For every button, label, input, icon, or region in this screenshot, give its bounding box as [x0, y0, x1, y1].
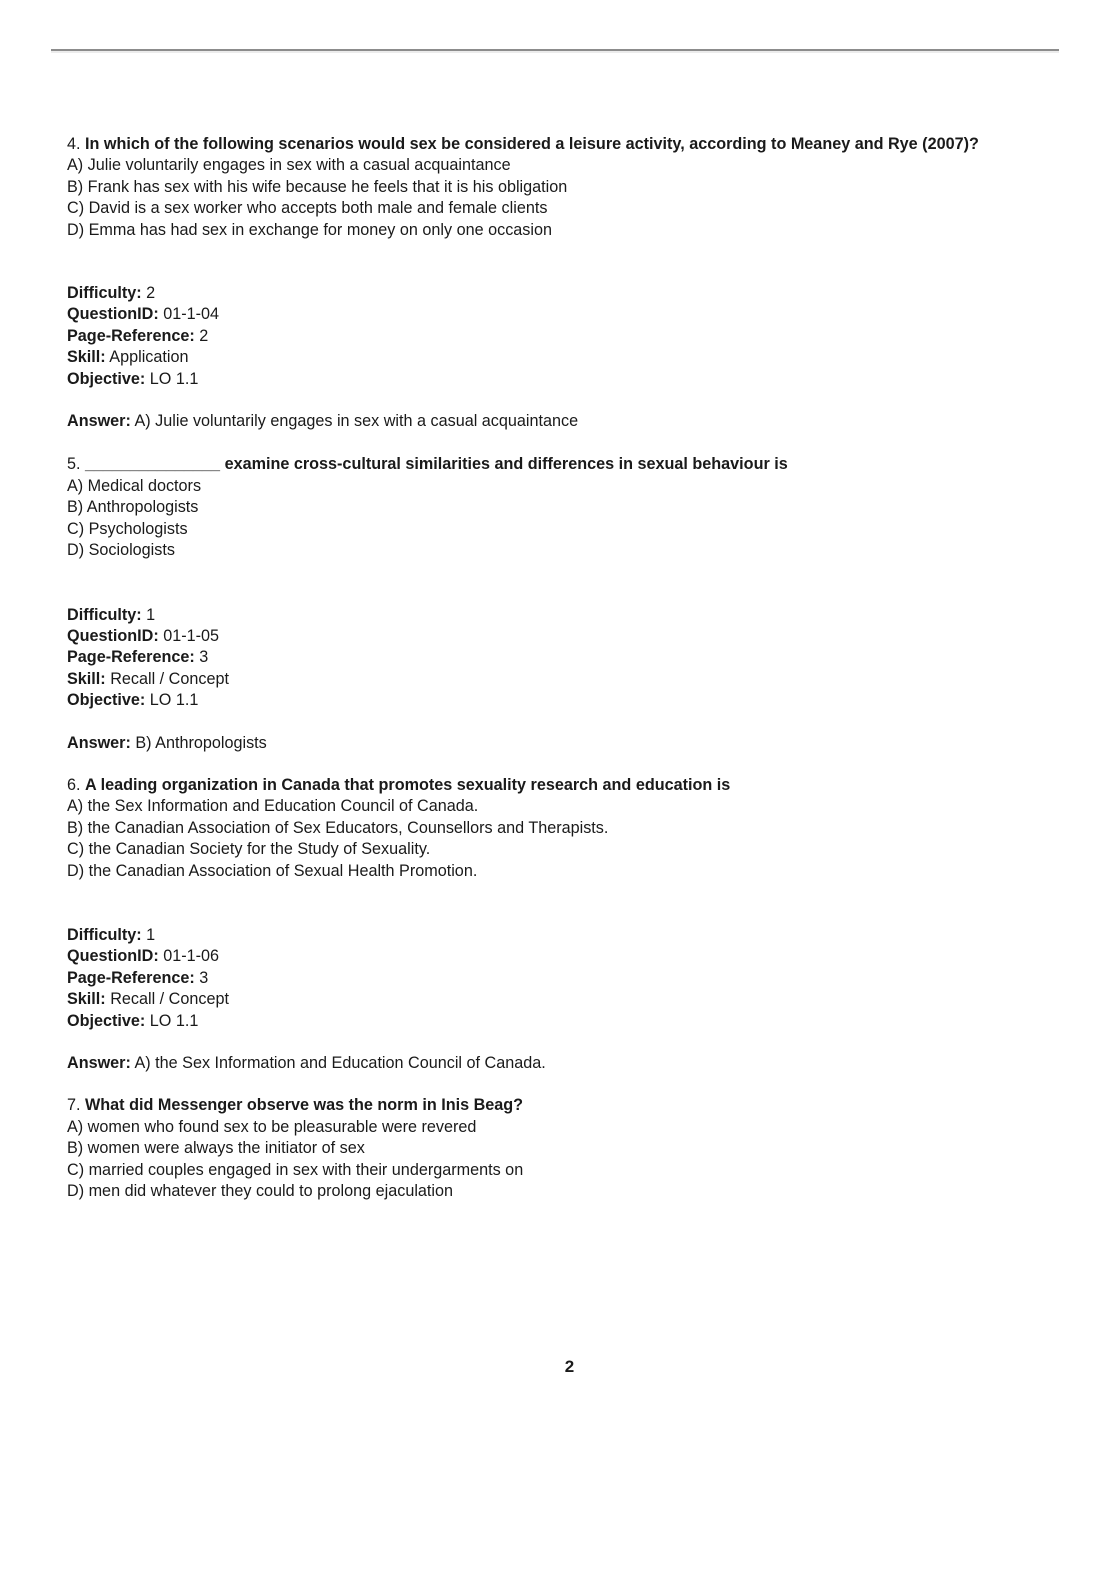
question-id-line: [67, 946, 1057, 967]
skill-line: [67, 669, 1057, 690]
question-6-metadata: [67, 925, 1057, 1032]
fill-in-blank: _______________: [85, 455, 221, 474]
question-id-line: [67, 304, 1057, 325]
answer-value: A) the Sex Information and Education Council of Canada.: [134, 1054, 546, 1072]
skill-value: Recall / Concept: [110, 669, 229, 688]
question-5-answer: [67, 733, 1057, 754]
option-a: A) the Sex Information and Education Council of Canada.: [67, 797, 479, 816]
difficulty-value: 1: [146, 925, 156, 944]
option-b: B) the Canadian Association of Sex Educators, Counsellors and Therapists.: [67, 818, 609, 837]
answer-value: A) Julie voluntarily engages in sex with a casual acquaintance: [134, 412, 579, 431]
question-5-metadata: [67, 605, 1057, 712]
objective-label: Objective:: [67, 1011, 146, 1030]
objective-line: [67, 369, 1057, 390]
question-id-label: QuestionID:: [67, 305, 159, 324]
option-d: D) Sociologists: [67, 541, 175, 560]
option-d: D) men did whatever they could to prolong ejaculation: [67, 1182, 454, 1201]
question-5: [67, 454, 1057, 561]
question-stem: [67, 454, 1057, 475]
option-a: A) Julie voluntarily engages in sex with a casual acquaintance: [67, 156, 511, 175]
question-number: 4.: [67, 135, 81, 153]
option-a: A) women who found sex to be pleasurable were revered: [67, 1117, 477, 1136]
skill-line: [67, 989, 1057, 1010]
difficulty-line: [67, 283, 1057, 304]
objective-line: [67, 1011, 1057, 1032]
question-7: [67, 1095, 1057, 1202]
question-number: 6.: [67, 775, 81, 794]
option-c: C) married couples engaged in sex with their undergarments on: [67, 1160, 524, 1179]
objective-value: LO 1.1: [149, 369, 199, 388]
question-id-label: QuestionID:: [67, 947, 159, 966]
page-reference-value: 3: [199, 648, 209, 667]
objective-label: Objective:: [67, 369, 146, 388]
question-text: What did Messenger observe was the norm in Inis Beag?: [85, 1096, 524, 1115]
question-6-answer: [67, 1053, 1057, 1074]
question-id-value: 01-1-06: [163, 947, 220, 966]
page-reference-label: Page-Reference:: [67, 648, 195, 667]
question-text: A leading organization in Canada that promotes sexuality research and education is: [85, 775, 731, 794]
question-text: examine cross-cultural similarities and differences in sexual behaviour is: [224, 455, 788, 474]
option-d: D) the Canadian Association of Sexual Health Promotion.: [67, 861, 478, 880]
option-b: B) Frank has sex with his wife because he feels that it is his obligation: [67, 177, 568, 196]
page-reference-line: [67, 647, 1057, 668]
option-c: C) David is a sex worker who accepts both male and female clients: [67, 199, 548, 218]
option-a: A) Medical doctors: [67, 476, 202, 495]
document-body: [67, 134, 1057, 1202]
header-rule: [51, 49, 1059, 53]
difficulty-label: Difficulty:: [67, 925, 142, 944]
question-6: [67, 775, 1057, 882]
question-stem: [67, 1095, 1057, 1116]
objective-value: LO 1.1: [149, 691, 199, 710]
question-id-line: [67, 626, 1057, 647]
option-d: D) Emma has had sex in exchange for money on only one occasion: [67, 220, 552, 239]
skill-line: [67, 347, 1057, 368]
page-number: 2: [564, 1357, 575, 1376]
question-id-value: 01-1-05: [163, 626, 220, 645]
option-c: C) the Canadian Society for the Study of Sexuality.: [67, 840, 431, 859]
question-text: In which of the following scenarios would sex be considered a leisure activity, according to Meaney and Rye (2007)?: [85, 135, 979, 153]
objective-value: LO 1.1: [149, 1011, 199, 1030]
skill-label: Skill:: [67, 990, 106, 1009]
page-reference-label: Page-Reference:: [67, 326, 195, 345]
question-number: 5.: [67, 455, 81, 474]
question-4-metadata: [67, 283, 1057, 390]
skill-value: Application: [109, 348, 189, 367]
question-stem: [67, 134, 1057, 155]
page-reference-line: [67, 326, 1057, 347]
option-c: C) Psychologists: [67, 519, 188, 538]
answer-label: Answer:: [67, 412, 131, 431]
answer-label: Answer:: [67, 1054, 131, 1072]
answer-label: Answer:: [67, 733, 131, 752]
question-id-label: QuestionID:: [67, 626, 159, 645]
question-id-value: 01-1-04: [163, 305, 220, 324]
question-4: [67, 134, 1057, 241]
skill-value: Recall / Concept: [110, 990, 229, 1009]
answer-value: B) Anthropologists: [135, 733, 267, 752]
page-reference-line: [67, 968, 1057, 989]
option-b: B) women were always the initiator of sex: [67, 1139, 365, 1158]
difficulty-value: 2: [146, 284, 156, 303]
skill-label: Skill:: [67, 669, 106, 688]
page-reference-value: 3: [199, 968, 209, 987]
skill-label: Skill:: [67, 348, 106, 367]
difficulty-value: 1: [146, 605, 156, 624]
objective-line: [67, 690, 1057, 711]
page-reference-value: 2: [199, 326, 209, 345]
difficulty-line: [67, 925, 1057, 946]
difficulty-label: Difficulty:: [67, 284, 142, 303]
page-reference-label: Page-Reference:: [67, 968, 195, 987]
question-stem: [67, 775, 1057, 796]
question-4-answer: [67, 411, 1057, 432]
option-b: B) Anthropologists: [67, 498, 199, 517]
difficulty-label: Difficulty:: [67, 605, 142, 624]
difficulty-line: [67, 605, 1057, 626]
question-number: 7.: [67, 1096, 81, 1115]
objective-label: Objective:: [67, 691, 146, 710]
